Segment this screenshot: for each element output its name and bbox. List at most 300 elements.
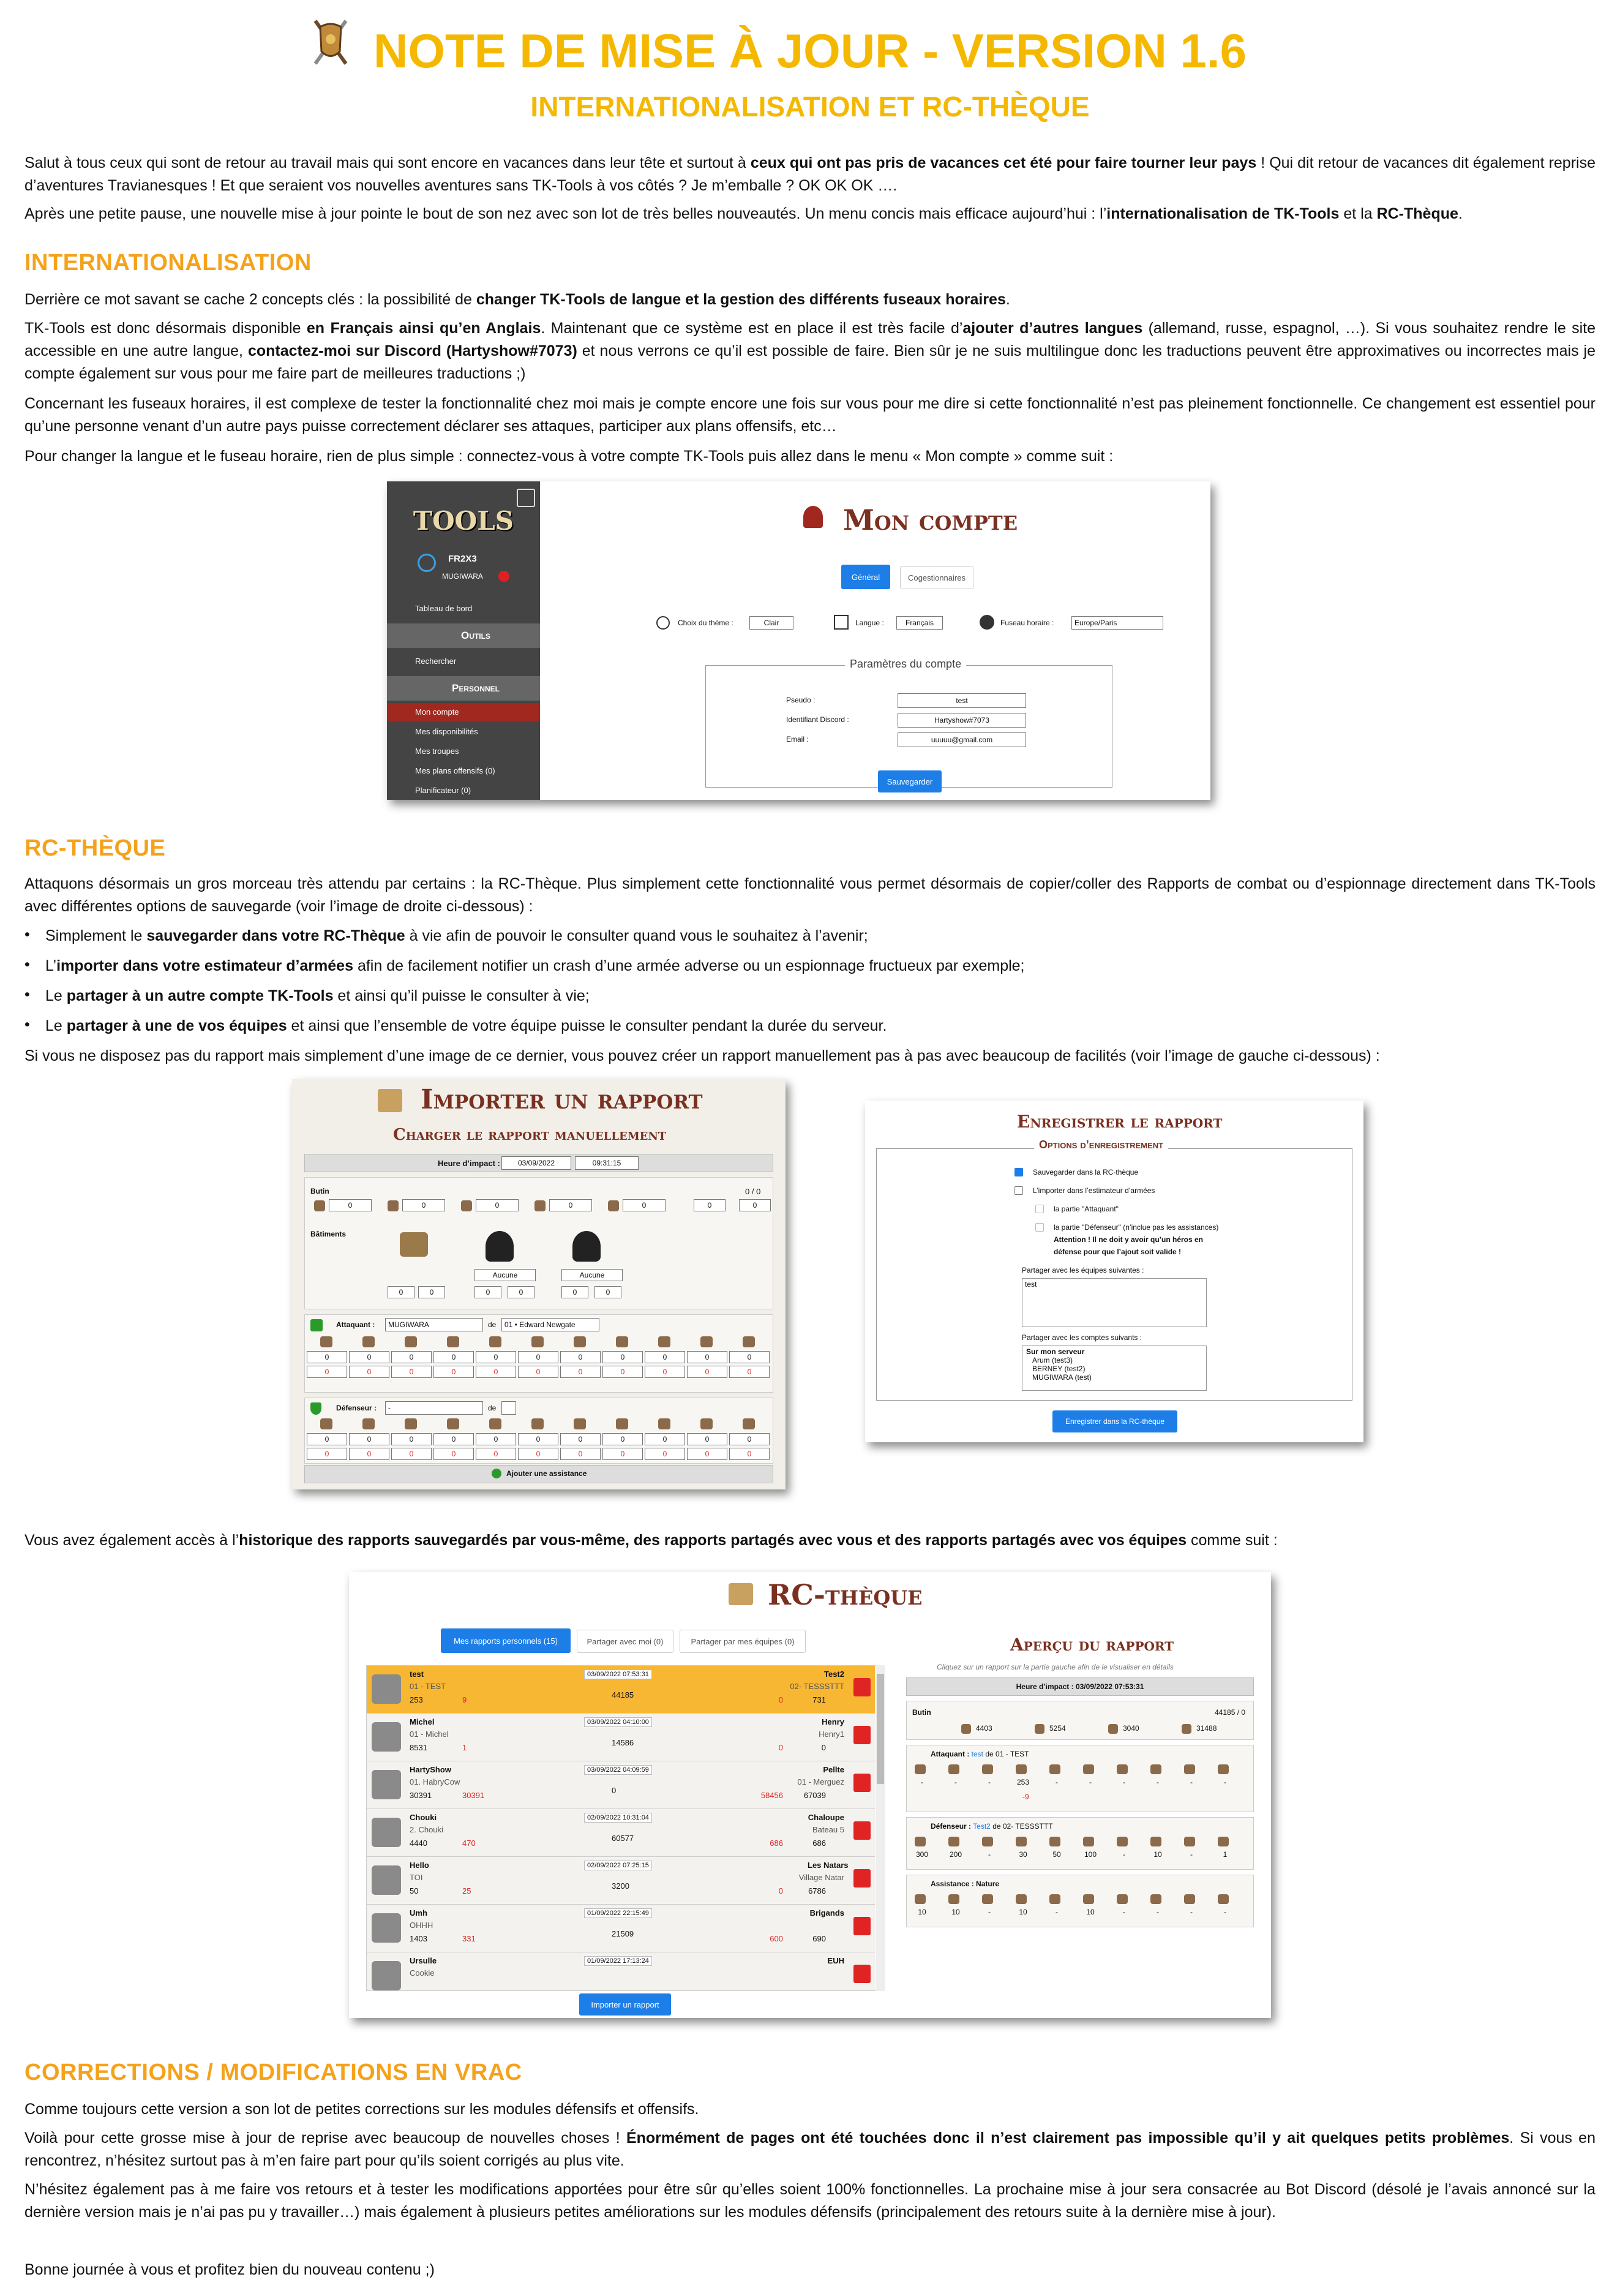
report-defender-village: 01 - Merguez — [797, 1777, 844, 1786]
sidebar-item-plans[interactable]: Mes plans offensifs (0) — [415, 766, 495, 775]
report-date: 02/09/2022 07:25:15 — [584, 1861, 652, 1870]
tab-partager-equipes[interactable]: Partager par mes équipes (0) — [680, 1630, 806, 1653]
delete-icon[interactable] — [853, 1726, 871, 1744]
report-attacker-losses: 470 — [462, 1839, 476, 1848]
report-type-icon — [372, 1770, 401, 1799]
discord-input[interactable]: Hartyshow#7073 — [898, 713, 1026, 728]
sidebar-item-rechercher[interactable]: Rechercher — [415, 657, 457, 666]
rc-paragraph-2: Si vous ne disposez pas du rapport mais simplement d’une image de ce dernier, vous pouvez créer un rapport manuellement pas à pas avec beaucoup de facilités (voir l’image de gauche ci-dessous) : — [24, 1047, 1380, 1064]
building-level-input[interactable]: 0 — [561, 1286, 588, 1298]
params-legend: Paramètres du compte — [845, 658, 966, 671]
globe-icon — [980, 615, 994, 630]
building-level-input[interactable]: 0 — [508, 1286, 534, 1298]
report-defender-losses: 600 — [770, 1934, 783, 1943]
timezone-label: Fuseau horaire : — [1000, 619, 1054, 627]
preview-impact-bar — [906, 1677, 1254, 1696]
sidebar-item-mon-compte[interactable]: Mon compte — [387, 703, 540, 721]
rc-bullet-1: Simplement le sauvegarder dans votre RC-Thèque à vie afin de pouvoir le consulter quand vous le souhaitez à l’avenir; — [45, 927, 868, 944]
server-name: FR2X3 — [448, 554, 477, 564]
report-attacker: Umh — [410, 1908, 427, 1918]
troop-icon — [1117, 1837, 1128, 1846]
report-defender-troops: 731 — [812, 1695, 826, 1704]
preview-troop-value: - — [1123, 1850, 1125, 1859]
report-defender-village: Henry1 — [819, 1730, 844, 1739]
attaquant-select[interactable]: MUGIWARA — [385, 1318, 483, 1331]
screenshot-rc-theque — [349, 1572, 1271, 2018]
troop-input[interactable]: 0 — [645, 1448, 685, 1460]
troop-icon — [1049, 1764, 1060, 1774]
troop-input[interactable]: 0 — [602, 1448, 643, 1460]
preview-troop-value: - — [921, 1778, 923, 1786]
report-attacker-losses: 25 — [462, 1886, 471, 1895]
troop-input[interactable]: 0 — [433, 1366, 474, 1378]
import-report-button[interactable]: Importer un rapport — [579, 1993, 671, 2016]
report-attacker-village: 01 - TEST — [410, 1682, 446, 1691]
report-attacker-losses: 9 — [462, 1695, 467, 1704]
attaquant-label: Attaquant : — [336, 1320, 375, 1329]
report-type-icon — [372, 1865, 401, 1895]
preview-troop-value: 200 — [949, 1850, 962, 1859]
preview-def-label: Défenseur : Test2 de 02- TESSSTTT — [931, 1822, 1053, 1831]
reports-scrollbar[interactable] — [876, 1665, 885, 1991]
report-attacker-village: TOI — [410, 1873, 423, 1882]
report-butin: 3200 — [612, 1881, 629, 1891]
butin-input[interactable]: 0 — [402, 1199, 445, 1211]
preview-att-label: Attaquant : test de 01 - TEST — [931, 1750, 1029, 1758]
troop-icon — [1218, 1894, 1229, 1904]
report-type-icon — [372, 1722, 401, 1752]
report-defender: EUH — [827, 1956, 844, 1965]
theme-label: Choix du thème : — [678, 619, 733, 627]
report-defender-troops: 686 — [812, 1839, 826, 1848]
logout-icon[interactable] — [498, 571, 509, 582]
report-date: 01/09/2022 22:15:49 — [584, 1908, 652, 1918]
report-attacker-village: 2. Chouki — [410, 1825, 443, 1834]
account-item[interactable]: BERNEY (test2) — [1032, 1364, 1086, 1373]
sidebar-item-disponibilites[interactable]: Mes disponibilités — [415, 727, 478, 736]
page-title: NOTE DE MISE À JOUR - VERSION 1.6 — [373, 24, 1247, 78]
troop-icon — [405, 1418, 417, 1429]
tab-cogestionnaires[interactable]: Cogestionnaires — [900, 566, 973, 589]
warning-line-1: Attention ! Il ne doit y avoir qu’un héros en — [1054, 1235, 1204, 1244]
preview-troop-value: - — [1056, 1908, 1058, 1916]
report-date: 03/09/2022 04:10:00 — [584, 1717, 652, 1727]
fixes-paragraph-1: Comme toujours cette version a son lot de petites corrections sur les modules défensifs et offensifs. — [24, 2101, 699, 2118]
import-title: Importer un rapport — [421, 1084, 703, 1115]
closing-line: Bonne journée à vous et profitez bien du nouveau contenu ;) — [24, 2261, 435, 2278]
troop-icon — [616, 1418, 628, 1429]
report-attacker-troops: 8531 — [410, 1743, 427, 1752]
troop-input[interactable]: 0 — [518, 1433, 558, 1445]
delete-icon[interactable] — [853, 1678, 871, 1696]
report-defender: Chaloupe — [808, 1813, 844, 1822]
troop-input[interactable]: 0 — [391, 1366, 432, 1378]
delete-icon[interactable] — [853, 1917, 871, 1935]
building-2-select[interactable]: Aucune — [474, 1269, 536, 1281]
preview-troop-value: - — [1190, 1778, 1193, 1786]
report-row[interactable] — [367, 1714, 875, 1761]
preview-troop-value: 10 — [1153, 1850, 1162, 1859]
troop-input[interactable]: 0 — [307, 1351, 347, 1363]
report-type-icon — [372, 1818, 401, 1847]
preview-troop-value: 100 — [1084, 1850, 1097, 1859]
def-de-label: de — [488, 1404, 497, 1412]
preview-troop-value: - — [1157, 1778, 1159, 1786]
butin-input[interactable]: 0 — [739, 1199, 771, 1211]
troop-input[interactable]: 0 — [476, 1366, 516, 1378]
opt3-checkbox[interactable] — [1035, 1205, 1044, 1213]
troop-input[interactable]: 0 — [687, 1351, 727, 1363]
report-defender-losses: 686 — [770, 1839, 783, 1848]
bullet-2: • — [24, 956, 30, 973]
troop-icon — [915, 1894, 926, 1904]
troop-icon — [1117, 1894, 1128, 1904]
report-attacker: Ursulle — [410, 1956, 437, 1965]
troop-icon — [1049, 1837, 1060, 1846]
troop-input[interactable]: 0 — [602, 1351, 643, 1363]
preview-troop-value: 10 — [1086, 1908, 1095, 1916]
report-attacker: Michel — [410, 1717, 435, 1726]
troop-input[interactable]: 0 — [518, 1366, 558, 1378]
troop-input[interactable]: 0 — [687, 1366, 727, 1378]
report-attacker: HartyShow — [410, 1765, 451, 1774]
tab-mes-rapports[interactable]: Mes rapports personnels (15) — [441, 1628, 571, 1653]
troop-icon — [1218, 1837, 1229, 1846]
troop-icon — [574, 1418, 586, 1429]
troop-input[interactable]: 0 — [560, 1448, 601, 1460]
att-village-select[interactable]: 01 • Edward Newgate — [501, 1318, 599, 1331]
troop-icon — [362, 1418, 375, 1429]
preview-hint: Cliquez sur un rapport sur la partie gauche afin de le visualiser en détails — [937, 1663, 1174, 1671]
discord-label: Identifiant Discord : — [786, 715, 849, 724]
email-input[interactable]: uuuuu@gmail.com — [898, 732, 1026, 747]
report-date: 03/09/2022 04:09:59 — [584, 1765, 652, 1775]
preview-troop-value: - — [1123, 1908, 1125, 1916]
troop-input[interactable]: 0 — [687, 1433, 727, 1445]
pseudo-label: Pseudo : — [786, 696, 816, 704]
account-item[interactable]: Arum (test3) — [1032, 1356, 1073, 1364]
report-defender-village: 02- TESSSTTT — [790, 1682, 844, 1691]
troop-icon — [1049, 1894, 1060, 1904]
report-attacker-village: 01 - Michel — [410, 1730, 449, 1739]
impact-date-input[interactable]: 03/09/2022 — [501, 1156, 571, 1170]
delete-icon[interactable] — [853, 1965, 871, 1983]
butin-input[interactable]: 0 — [329, 1199, 372, 1211]
troop-input[interactable]: 0 — [602, 1433, 643, 1445]
batiments-label: Bâtiments — [310, 1230, 347, 1238]
building-level-input[interactable]: 0 — [474, 1286, 501, 1298]
sidebar-toggle-icon[interactable] — [517, 489, 535, 507]
report-date: 01/09/2022 17:13:24 — [584, 1956, 652, 1966]
troop-icon — [489, 1336, 501, 1347]
troop-icon — [1016, 1837, 1027, 1846]
account-group: Sur mon serveur — [1026, 1347, 1085, 1356]
troop-icon — [1218, 1764, 1229, 1774]
preview-assist-label: Assistance : Nature — [931, 1880, 1000, 1888]
troop-input[interactable]: 0 — [476, 1433, 516, 1445]
plus-icon — [492, 1469, 501, 1478]
defenseur-select[interactable]: - — [385, 1401, 483, 1415]
troop-input[interactable]: 0 — [307, 1366, 347, 1378]
report-defender-losses: 0 — [778, 1886, 783, 1895]
troop-input[interactable]: 0 — [645, 1366, 685, 1378]
butin-input[interactable]: 0 — [476, 1199, 519, 1211]
troop-input[interactable]: 0 — [518, 1351, 558, 1363]
butin-input[interactable]: 0 — [549, 1199, 592, 1211]
language-select[interactable]: Français — [896, 616, 943, 630]
share-teams-label: Partager avec les équipes suivantes : — [1022, 1266, 1144, 1274]
butin-input[interactable]: 0 — [694, 1199, 726, 1211]
troop-input[interactable]: 0 — [433, 1351, 474, 1363]
preview-title: Aperçu du rapport — [1010, 1635, 1174, 1655]
troop-icon — [531, 1336, 544, 1347]
att-de-label: de — [488, 1320, 497, 1329]
opt4-checkbox[interactable] — [1035, 1223, 1044, 1232]
preview-troop-value: - — [1089, 1778, 1092, 1786]
building-level-input[interactable]: 0 — [594, 1286, 621, 1298]
troop-icon — [405, 1336, 417, 1347]
troop-input[interactable]: 0 — [729, 1366, 770, 1378]
preview-butin-total: 44185 / 0 — [1215, 1708, 1246, 1717]
building-level-input[interactable]: 0 — [388, 1286, 414, 1298]
opt1-label: Sauvegarder dans la RC-thèque — [1033, 1168, 1139, 1176]
report-defender-village: Village Natar — [798, 1873, 844, 1882]
opt1-checkbox[interactable] — [1014, 1168, 1023, 1176]
tab-partager-avec-moi[interactable]: Partager avec moi (0) — [577, 1630, 673, 1653]
preview-resource-value: 4403 — [976, 1724, 992, 1733]
language-icon — [834, 615, 849, 630]
troop-input[interactable]: 0 — [518, 1448, 558, 1460]
intro-paragraph-1: Salut à tous ceux qui sont de retour au travail mais qui sont encore en vacances dans leur tête et surtout à ceux qui ont pas pris de vacances cet été pour faire tourner leur pays ! Qui dit retour de vacances dit également reprise d’aventures Travianesques ! Et que seraient vos nouvelles aventures sans TK-Tools à vos côtés ? Je m’emballe ? OK OK OK …. — [24, 154, 1596, 194]
rc-theque-icon — [729, 1583, 753, 1605]
impact-time-input[interactable]: 09:31:15 — [575, 1156, 639, 1170]
preview-butin-panel — [906, 1701, 1254, 1740]
report-attacker-losses: 30391 — [462, 1791, 485, 1800]
troop-icon — [915, 1764, 926, 1774]
rc-theque-title: RC-thèque — [768, 1578, 923, 1611]
troop-icon — [658, 1418, 670, 1429]
troop-input[interactable]: 0 — [560, 1351, 601, 1363]
troop-input[interactable]: 0 — [307, 1433, 347, 1445]
troop-input[interactable]: 0 — [349, 1351, 389, 1363]
preview-troop-value: - — [1157, 1908, 1159, 1916]
report-defender-losses: 58456 — [760, 1791, 783, 1800]
share-teams-textarea[interactable] — [1022, 1278, 1207, 1327]
building-2-icon — [486, 1231, 514, 1262]
report-butin: 0 — [612, 1786, 617, 1795]
timezone-select[interactable]: Europe/Paris — [1071, 616, 1163, 630]
troop-input[interactable]: 0 — [560, 1366, 601, 1378]
tab-general[interactable]: Général — [841, 565, 890, 589]
opt2-checkbox[interactable] — [1014, 1186, 1023, 1195]
report-row[interactable] — [367, 1809, 875, 1857]
troop-icon — [1016, 1894, 1027, 1904]
fixes-paragraph-3: N’hésitez également pas à me faire vos retours et à tester les modifications apportées pour être sûr qu’elles soient 100% fonctionnelles. La prochaine mise à jour sera consacrée au Bot Discord (désolé je l’avais annoncé sur la dernière version mais je n’ai pas pu y travailler…) mais également à plusieurs petites améliorations sur les modules défensifs (principalement des retours suite à la dernière mise à jour). — [24, 2181, 1596, 2221]
report-attacker: test — [410, 1669, 424, 1679]
troop-input[interactable]: 0 — [476, 1448, 516, 1460]
import-report-icon — [378, 1089, 402, 1112]
report-butin: 44185 — [612, 1690, 634, 1699]
troop-icon — [658, 1336, 670, 1347]
report-row[interactable] — [367, 1761, 875, 1809]
def-village-select[interactable] — [501, 1401, 516, 1415]
import-subtitle: Charger le rapport manuellement — [393, 1126, 667, 1144]
troop-input[interactable]: 0 — [645, 1351, 685, 1363]
troop-input[interactable]: 0 — [349, 1448, 389, 1460]
preview-troop-value: 1 — [1223, 1850, 1228, 1859]
app-logo: TOOLS — [413, 506, 514, 536]
report-attacker-village: OHHH — [410, 1921, 433, 1930]
troop-icon — [743, 1418, 755, 1429]
troop-input[interactable]: 0 — [729, 1351, 770, 1363]
troop-input[interactable]: 0 — [645, 1433, 685, 1445]
preview-troop-value: - — [988, 1908, 991, 1916]
fixes-paragraph-2: Voilà pour cette grosse mise à jour de reprise avec beaucoup de nouvelles choses ! Énormément de pages ont été touchées donc il n’est clairement pas impossible qu’il y ait quelques petits problèmes. Si vous en rencontrez, n’hésitez surtout pas à m’en faire part pour qu’ils soient corrigés au plus vite. — [24, 2129, 1596, 2169]
troop-icon — [320, 1336, 332, 1347]
report-row[interactable] — [367, 1666, 875, 1714]
resource-icon — [961, 1724, 971, 1734]
report-attacker-losses: 1 — [462, 1743, 467, 1752]
troop-icon — [1150, 1837, 1161, 1846]
butin-panel — [304, 1177, 773, 1309]
delete-icon[interactable] — [853, 1869, 871, 1888]
team-value: test — [1025, 1280, 1037, 1289]
theme-select[interactable]: Clair — [749, 616, 793, 630]
resource-icon — [461, 1200, 472, 1211]
screenshot-enregistrer-rapport — [865, 1101, 1363, 1442]
warning-line-2: défense pour que l’ajout soit valide ! — [1054, 1248, 1182, 1256]
troop-input[interactable]: 0 — [307, 1448, 347, 1460]
resource-icon — [534, 1200, 546, 1211]
preview-troop-value: 30 — [1019, 1850, 1027, 1859]
troop-input[interactable]: 0 — [729, 1448, 770, 1460]
troop-icon — [948, 1894, 959, 1904]
screenshot-mon-compte — [387, 481, 1210, 800]
preview-troop-value: 253 — [1016, 1778, 1030, 1786]
report-attacker: Chouki — [410, 1813, 437, 1822]
report-date: 03/09/2022 07:53:31 — [584, 1669, 652, 1679]
troop-icon — [982, 1894, 993, 1904]
troop-input[interactable]: 0 — [349, 1366, 389, 1378]
troop-icon — [447, 1336, 459, 1347]
troop-input[interactable]: 0 — [476, 1351, 516, 1363]
save-button[interactable]: Sauvegarder — [878, 770, 942, 792]
defenseur-label: Défenseur : — [336, 1404, 377, 1412]
preview-att-loss: -9 — [1022, 1793, 1029, 1801]
email-label: Email : — [786, 735, 809, 743]
user-name: MUGIWARA — [442, 572, 483, 581]
add-assist-label[interactable]: Ajouter une assistance — [506, 1469, 587, 1478]
butin-count: 0 / 0 — [745, 1187, 761, 1196]
preview-troop-value: - — [1056, 1778, 1058, 1786]
troop-input[interactable]: 0 — [391, 1448, 432, 1460]
building-1-icon — [400, 1232, 428, 1257]
account-item[interactable]: MUGIWARA (test) — [1032, 1373, 1092, 1382]
server-icon — [418, 554, 436, 572]
resource-icon — [1108, 1724, 1118, 1734]
delete-icon[interactable] — [853, 1821, 871, 1840]
report-attacker-losses: 331 — [462, 1934, 476, 1943]
language-label: Langue : — [855, 619, 884, 627]
rc-bullet-4: Le partager à une de vos équipes et ainsi que l’ensemble de votre équipe puisse le consulter pendant la durée du serveur. — [45, 1017, 887, 1034]
bullet-4: • — [24, 1016, 30, 1033]
pseudo-input[interactable]: test — [898, 693, 1026, 708]
resource-icon — [608, 1200, 619, 1211]
troop-input[interactable]: 0 — [560, 1433, 601, 1445]
rc-bullet-3: Le partager à un autre compte TK-Tools et ainsi qu’il puisse le consulter à vie; — [45, 987, 590, 1004]
preview-troop-value: - — [988, 1850, 991, 1859]
troop-icon — [743, 1336, 755, 1347]
troop-icon — [1083, 1764, 1094, 1774]
troop-icon — [320, 1418, 332, 1429]
sidebar-section-outils: Outils — [387, 623, 540, 648]
section-heading-rc: RC-THÈQUE — [24, 835, 166, 861]
sidebar-item-tableau-de-bord[interactable]: Tableau de bord — [415, 604, 473, 613]
report-attacker-troops: 1403 — [410, 1934, 427, 1943]
rc-paragraph-1: Attaquons désormais un gros morceau très attendu par certains : la RC-Thèque. Plus simplement cette fonctionnalité vous permet désormais de copier/coller des Rapports de combat ou d’espionnage directement dans TK-Tools avec différentes options de sauvegarde (voir l’image de droite ci-dessous) : — [24, 875, 1596, 915]
rc-paragraph-3: Vous avez également accès à l’historique des rapports sauvegardés par vous-même, des rapports partagés avec vous et des rapports partagés avec vos équipes comme suit : — [24, 1532, 1278, 1549]
troop-input[interactable]: 0 — [391, 1433, 432, 1445]
troop-input[interactable]: 0 — [729, 1433, 770, 1445]
troop-input[interactable]: 0 — [687, 1448, 727, 1460]
preview-troop-value: 10 — [1019, 1908, 1027, 1916]
reports-list[interactable] — [366, 1665, 885, 1991]
report-row[interactable] — [367, 1857, 875, 1905]
report-attacker-troops: 30391 — [410, 1791, 432, 1800]
mon-compte-title: Mon compte — [843, 503, 1018, 536]
save-report-title: Enregistrer le rapport — [1017, 1112, 1223, 1132]
delete-icon[interactable] — [853, 1774, 871, 1792]
troop-icon — [362, 1336, 375, 1347]
troop-icon — [447, 1418, 459, 1429]
save-rc-button[interactable]: Enregistrer dans la RC-thèque — [1052, 1410, 1177, 1432]
report-row[interactable] — [367, 1905, 875, 1952]
report-defender-troops: 0 — [821, 1743, 826, 1752]
sidebar-item-troupes[interactable]: Mes troupes — [415, 747, 459, 756]
share-accounts-label: Partager avec les comptes suivants : — [1022, 1333, 1142, 1342]
troop-input[interactable]: 0 — [391, 1351, 432, 1363]
report-defender: Test2 — [824, 1669, 844, 1679]
report-attacker-village: Cookie — [410, 1968, 435, 1978]
butin-input[interactable]: 0 — [623, 1199, 666, 1211]
intro-paragraph-2: Après une petite pause, une nouvelle mise à jour pointe le bout de son nez avec son lot de très belles nouveautés. Un menu concis mais efficace aujourd’hui : l’internationalisation de TK-Tools et la RC-Thèque. — [24, 205, 1463, 222]
sidebar-item-planificateur[interactable]: Planificateur (0) — [415, 786, 471, 795]
report-defender-troops: 690 — [812, 1934, 826, 1943]
butin-label: Butin — [310, 1187, 329, 1195]
intl-paragraph-2: TK-Tools est donc désormais disponible en Français ainsi qu’en Anglais. Maintenant que ce système est en place il est très facile d’ajouter d’autres langues (allemand, russe, espagnol, …). Si vous souhaitez rendre le site accessible en une autre langue, contactez-moi sur Discord (Hartyshow#7073) et nous verrons ce qu’il est possible de faire. Bien sûr je ne suis multilingue donc les traductions peuvent être approximatives ou incorrectes mais je compte également sur vous pour me faire part de meilleures traductions ;) — [24, 320, 1596, 382]
report-defender-losses: 0 — [778, 1743, 783, 1752]
share-accounts-list[interactable] — [1022, 1346, 1207, 1391]
report-row[interactable] — [367, 1952, 875, 1991]
building-level-input[interactable]: 0 — [418, 1286, 445, 1298]
troop-input[interactable]: 0 — [602, 1366, 643, 1378]
troop-input[interactable]: 0 — [433, 1433, 474, 1445]
report-defender: Henry — [822, 1717, 844, 1726]
troop-icon — [1083, 1894, 1094, 1904]
preview-troop-value: 10 — [918, 1908, 926, 1916]
building-3-select[interactable]: Aucune — [561, 1269, 623, 1281]
report-butin: 14586 — [612, 1738, 634, 1747]
intl-paragraph-1: Derrière ce mot savant se cache 2 concepts clés : la possibilité de changer TK-Tools de langue et la gestion des différents fuseaux horaires. — [24, 291, 1010, 308]
preview-resource-value: 31488 — [1196, 1724, 1217, 1733]
report-defender-losses: 0 — [778, 1695, 783, 1704]
preview-troop-value: 10 — [951, 1908, 960, 1916]
preview-troop-value: - — [1224, 1908, 1226, 1916]
troop-input[interactable]: 0 — [349, 1433, 389, 1445]
sidebar — [387, 481, 540, 800]
troop-input[interactable]: 0 — [433, 1448, 474, 1460]
report-date: 02/09/2022 10:31:04 — [584, 1813, 652, 1823]
